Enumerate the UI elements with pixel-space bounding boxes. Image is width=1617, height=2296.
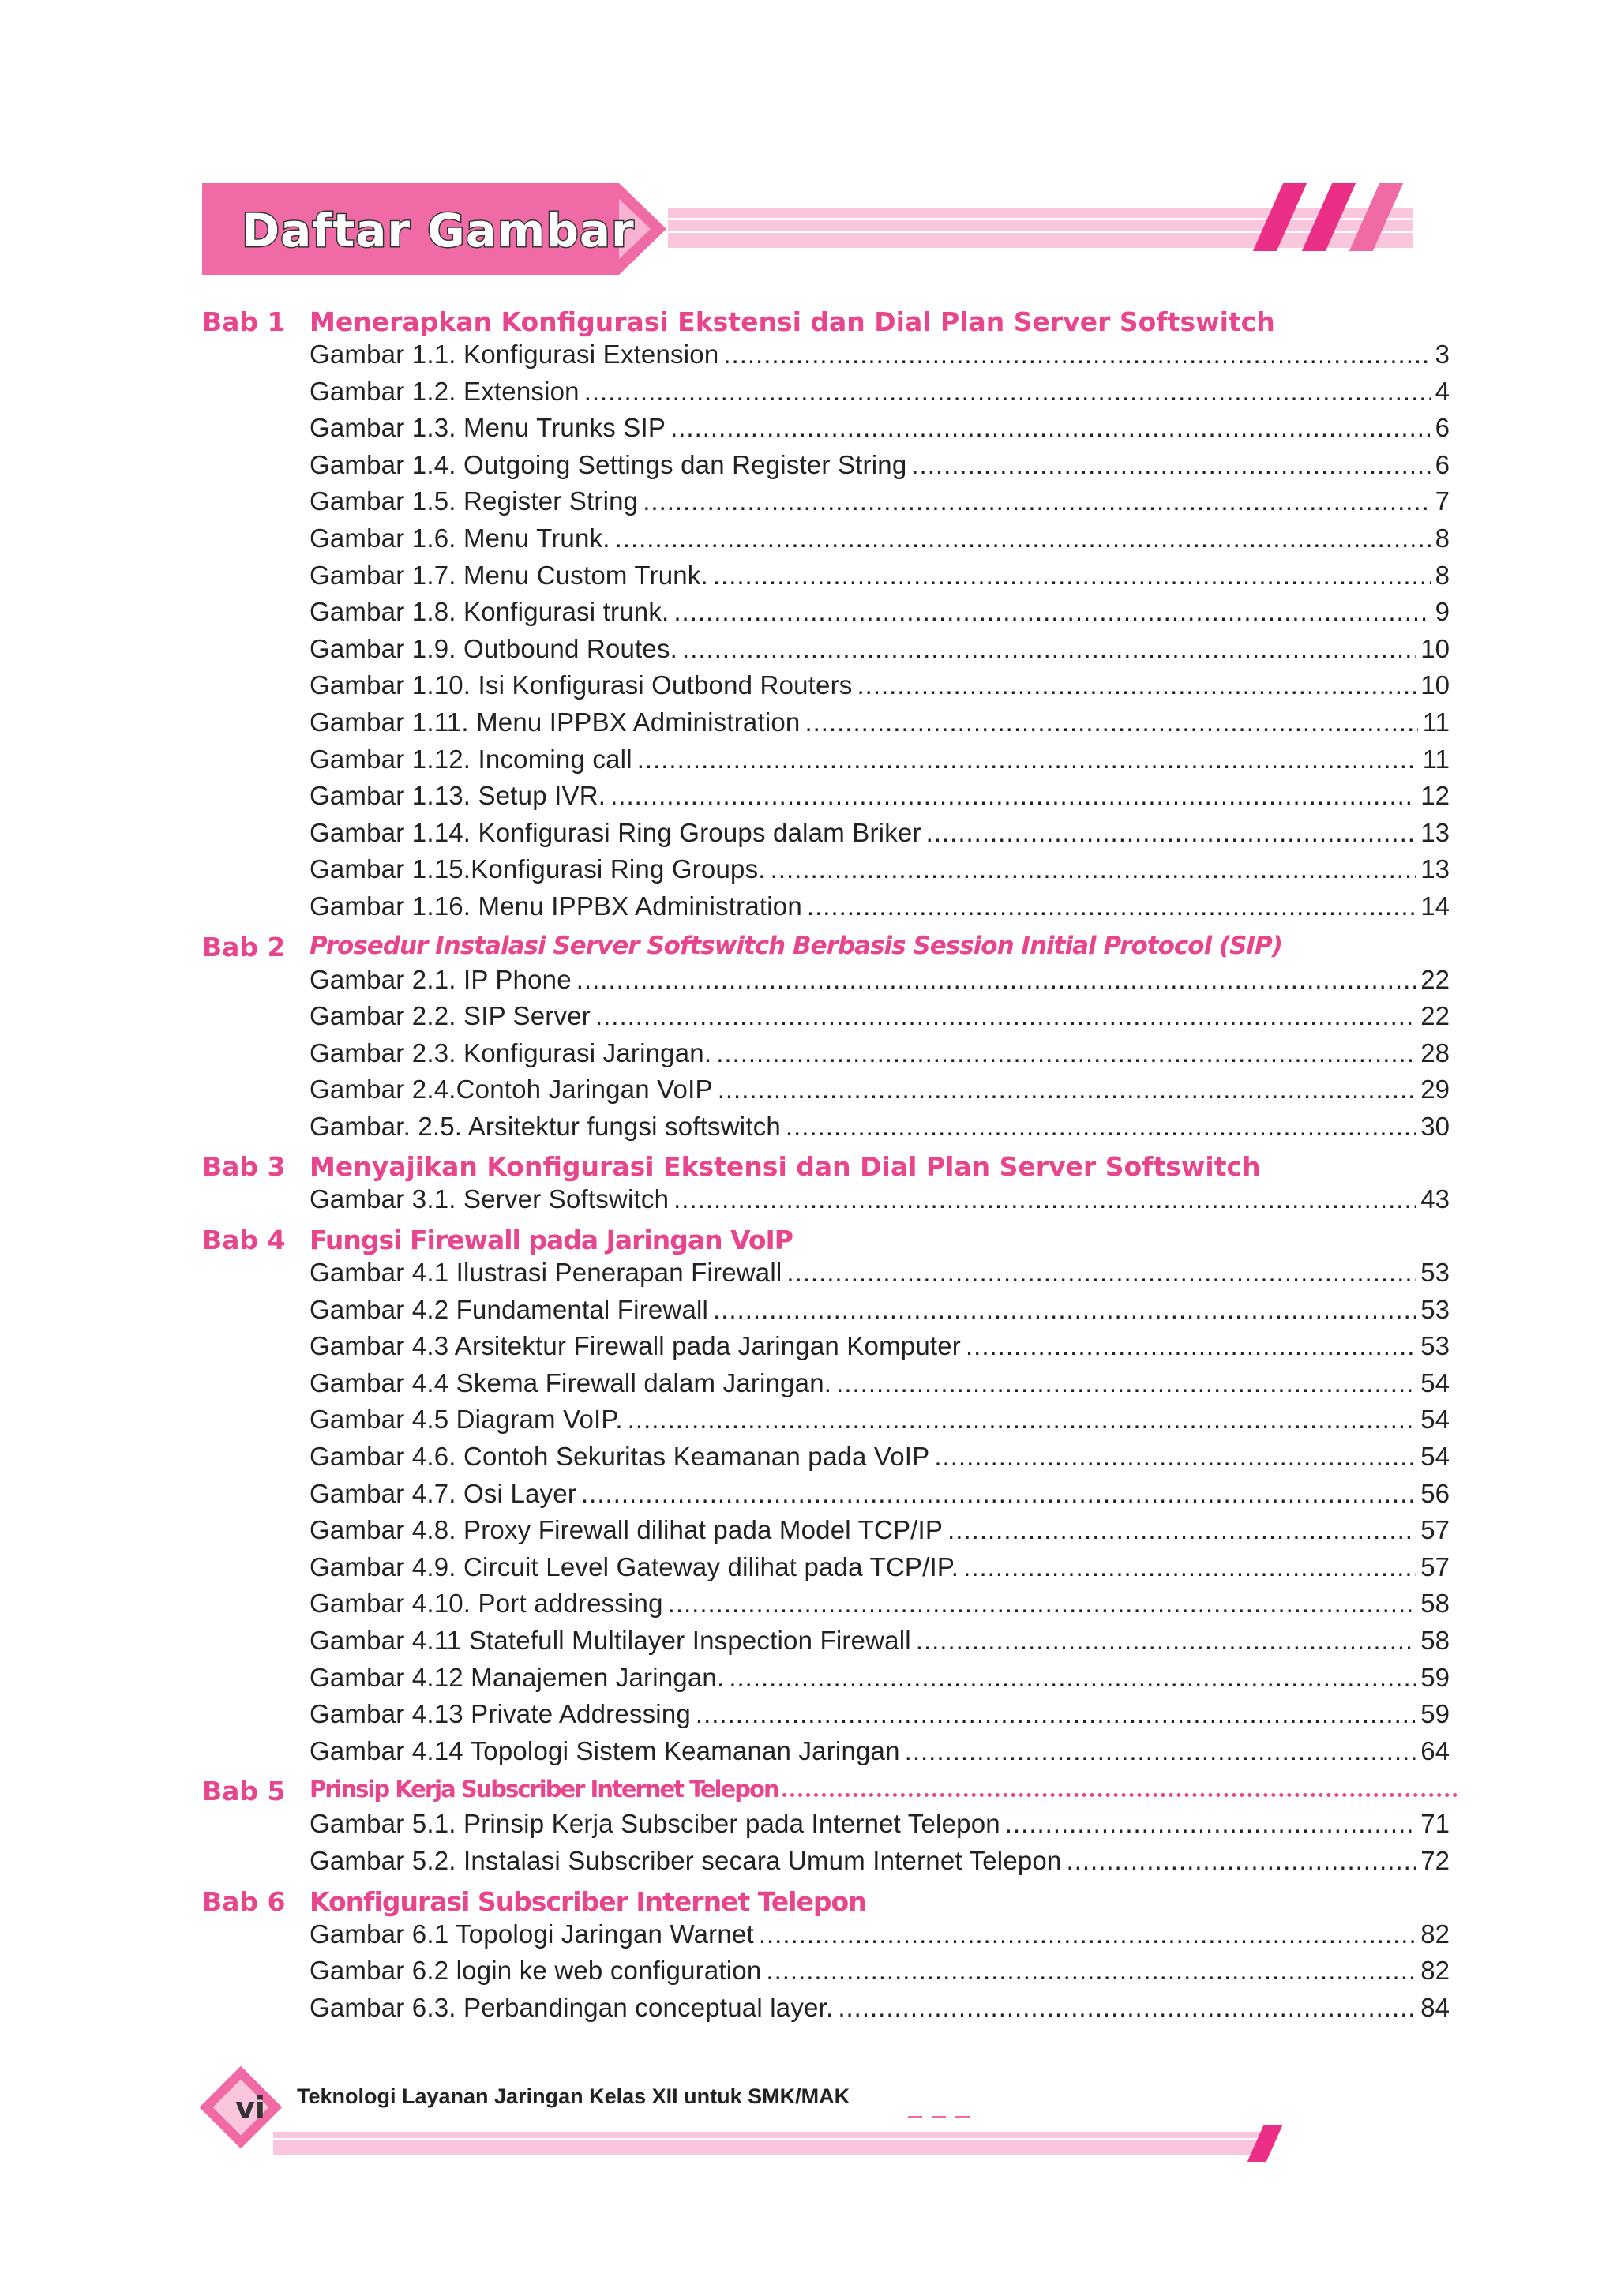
- figure-caption: Gambar 4.10. Port addressing: [310, 1589, 663, 1619]
- figure-entry[interactable]: [310, 818, 1450, 855]
- chapter-number: Bab 4: [202, 1225, 286, 1256]
- figure-entry[interactable]: [310, 1038, 1450, 1075]
- figure-caption: Gambar 4.7. Osi Layer: [310, 1478, 577, 1508]
- figure-list: [202, 303, 1450, 2029]
- figure-entry[interactable]: [310, 1295, 1450, 1332]
- page-number: 58: [1420, 1589, 1450, 1619]
- figure-caption: Gambar 2.2. SIP Server: [310, 1001, 591, 1031]
- figure-caption: Gambar 1.4. Outgoing Settings dan Register String: [310, 449, 907, 479]
- figure-caption: Gambar 2.3. Konfigurasi Jaringan.: [310, 1037, 712, 1067]
- page-number: 53: [1420, 1294, 1450, 1324]
- page-number: 11: [1422, 744, 1450, 774]
- chapter-title[interactable]: Menerapkan Konfigurasi Ekstensi dan Dial Plan Server Softswitch: [310, 306, 1275, 337]
- figure-entry[interactable]: [310, 634, 1450, 671]
- page-number: 53: [1420, 1331, 1450, 1361]
- page-number: 54: [1420, 1367, 1450, 1397]
- figure-entry[interactable]: [310, 561, 1450, 598]
- page-number: 9: [1435, 597, 1450, 627]
- figure-caption: Gambar 4.4 Skema Firewall dalam Jaringan.: [310, 1367, 832, 1397]
- page-number: 82: [1420, 1956, 1450, 1986]
- page-number: 7: [1435, 486, 1450, 516]
- figure-entry[interactable]: [310, 413, 1450, 450]
- leader-dots: [718, 1075, 1416, 1105]
- page-number: 82: [1420, 1919, 1450, 1949]
- chapter-title[interactable]: Fungsi Firewall pada Jaringan VoIP: [310, 1225, 793, 1256]
- page-number: 28: [1420, 1037, 1450, 1067]
- leader-dots: [807, 891, 1416, 921]
- leader-dots: [838, 1993, 1416, 2023]
- figure-caption: Gambar 6.1 Topologi Jaringan Warnet: [310, 1919, 754, 1949]
- leader-dots: [857, 670, 1416, 700]
- figure-caption: Gambar 6.3. Perbandingan conceptual layer.: [310, 1992, 834, 2022]
- figure-entry[interactable]: [310, 1258, 1450, 1295]
- page-number: 72: [1420, 1845, 1450, 1875]
- page-number: 4: [1435, 376, 1450, 406]
- figure-entry[interactable]: [310, 450, 1450, 487]
- chapter-heading: [202, 1148, 1450, 1184]
- figure-entry[interactable]: [310, 1919, 1450, 1956]
- figure-entry[interactable]: [310, 1001, 1450, 1038]
- leader-dots: [628, 1405, 1416, 1435]
- chapter-heading: [202, 1221, 1450, 1258]
- chapter-title[interactable]: Prinsip Kerja Subscriber Internet Telepon: [310, 1776, 778, 1803]
- figure-caption: Gambar 1.1. Konfigurasi Extension: [310, 340, 719, 369]
- chapter-number: Bab 1: [202, 306, 286, 337]
- leader-dots: [766, 1956, 1416, 1986]
- page-number: 84: [1420, 1992, 1450, 2022]
- page-number: 59: [1420, 1699, 1450, 1729]
- page-number: 56: [1420, 1478, 1450, 1508]
- page-number: 59: [1420, 1662, 1450, 1692]
- figure-caption: Gambar 4.13 Private Addressing: [310, 1699, 691, 1729]
- figure-entry[interactable]: [310, 377, 1450, 414]
- chapter-title[interactable]: Konfigurasi Subscriber Internet Telepon: [310, 1885, 866, 1917]
- figure-caption: Gambar 4.2 Fundamental Firewall: [310, 1294, 709, 1324]
- figure-entry[interactable]: [310, 1626, 1450, 1663]
- figure-entry[interactable]: [310, 597, 1450, 634]
- figure-entry[interactable]: [310, 1589, 1450, 1626]
- figure-caption: Gambar 1.6. Menu Trunk.: [310, 523, 610, 553]
- figure-entry[interactable]: [310, 1699, 1450, 1736]
- figure-caption: Gambar 1.9. Outbound Routes.: [310, 633, 678, 663]
- figure-entry[interactable]: [310, 1515, 1450, 1552]
- leader-dots: [643, 486, 1430, 516]
- header-band-line: [668, 218, 1413, 220]
- leader-dots: [947, 1515, 1416, 1545]
- figure-entry[interactable]: [310, 1809, 1450, 1846]
- page-number: 29: [1420, 1075, 1450, 1105]
- figure-entry[interactable]: [310, 1112, 1450, 1149]
- chapter-title[interactable]: Prosedur Instalasi Server Softswitch Berbasis Session Initial Protocol (SIP): [310, 931, 1282, 960]
- page-number: 22: [1420, 964, 1450, 994]
- leader-dots: [713, 1295, 1416, 1325]
- figure-caption: Gambar. 2.5. Arsitektur fungsi softswitch: [310, 1111, 781, 1141]
- page-number: 53: [1420, 1258, 1450, 1288]
- figure-caption: Gambar 4.9. Circuit Level Gateway dilihat pada TCP/IP.: [310, 1551, 959, 1581]
- leader-dots: [581, 1479, 1416, 1509]
- figure-entry[interactable]: [310, 1736, 1450, 1773]
- figure-entry[interactable]: [310, 1184, 1450, 1221]
- page-number: 71: [1420, 1809, 1450, 1839]
- figure-caption: Gambar 3.1. Server Softswitch: [310, 1184, 670, 1214]
- footer-band: [273, 2132, 1268, 2155]
- chapter-number: Bab 3: [202, 1151, 286, 1183]
- leader-dots: [963, 1552, 1416, 1582]
- leader-dots: [668, 1589, 1416, 1619]
- page-number: 6: [1435, 449, 1450, 479]
- figure-caption: Gambar 5.1. Prinsip Kerja Subsciber pada Internet Telepon: [310, 1809, 1000, 1839]
- figure-entry[interactable]: [310, 854, 1450, 891]
- figure-caption: Gambar 4.8. Proxy Firewall dilihat pada Model TCP/IP: [310, 1515, 944, 1545]
- page-number: 22: [1420, 1001, 1450, 1031]
- leader-dots: [696, 1699, 1416, 1729]
- page-title: Daftar Gambar: [242, 204, 635, 257]
- leader-dots: [723, 340, 1430, 370]
- page-number: 3: [1435, 340, 1450, 369]
- page-number: 57: [1420, 1515, 1450, 1545]
- leader-dots: [926, 818, 1416, 848]
- figure-caption: Gambar 2.1. IP Phone: [310, 964, 572, 994]
- page-number: 57: [1420, 1551, 1450, 1581]
- leader-dots: [637, 745, 1418, 775]
- figure-caption: Gambar 6.2 login ke web configuration: [310, 1956, 762, 1986]
- figure-caption: Gambar 1.7. Menu Custom Trunk.: [310, 560, 708, 590]
- figure-entry[interactable]: [310, 486, 1450, 523]
- figure-entry[interactable]: [310, 1405, 1450, 1442]
- figure-entry[interactable]: [310, 1956, 1450, 1993]
- page-number: 8: [1435, 523, 1450, 553]
- footer-band-line: [273, 2138, 1268, 2140]
- figure-caption: Gambar 5.2. Instalasi Subscriber secara Umum Internet Telepon: [310, 1845, 1062, 1875]
- leader-dots: [716, 1038, 1416, 1068]
- leader-dots: [576, 965, 1416, 995]
- figure-caption: Gambar 4.14 Topologi Sistem Keamanan Jaringan: [310, 1735, 900, 1765]
- figure-entry[interactable]: [310, 1479, 1450, 1516]
- leader-dots: [786, 1258, 1416, 1288]
- page-number: 8: [1435, 560, 1450, 590]
- figure-caption: Gambar 4.6. Contoh Sekuritas Keamanan pada VoIP: [310, 1442, 930, 1472]
- leader-dots: [759, 1919, 1416, 1949]
- chapter-title[interactable]: Menyajikan Konfigurasi Ekstensi dan Dial Plan Server Softswitch: [310, 1151, 1261, 1183]
- figure-entry[interactable]: [310, 781, 1450, 818]
- footer-page-number: vi: [235, 2091, 265, 2125]
- footer-book-title: Teknologi Layanan Jaringan Kelas XII untuk SMK/MAK: [297, 2084, 850, 2108]
- leader-dots: [916, 1626, 1416, 1656]
- figure-caption: Gambar 1.10. Isi Konfigurasi Outbond Routers: [310, 670, 853, 700]
- leader-dots: [615, 523, 1431, 553]
- leader-dots: [673, 597, 1430, 627]
- footer-dash: [955, 2116, 970, 2118]
- page-number: 54: [1420, 1442, 1450, 1472]
- figure-entry[interactable]: [310, 1846, 1450, 1883]
- page-number: 30: [1420, 1111, 1450, 1141]
- figure-entry[interactable]: [310, 965, 1450, 1002]
- figure-entry[interactable]: [310, 1331, 1450, 1368]
- footer-dash: [932, 2116, 946, 2118]
- page-number: 43: [1420, 1184, 1450, 1214]
- leader-dots: [1067, 1846, 1416, 1876]
- page-number: 11: [1422, 707, 1450, 737]
- page-number: 6: [1435, 413, 1450, 443]
- leader-dots: [786, 1112, 1416, 1142]
- leader-dots: [670, 413, 1431, 443]
- footer-dash: [908, 2116, 922, 2118]
- figure-caption: Gambar 4.12 Manajemen Jaringan.: [310, 1662, 725, 1692]
- chapter-number: Bab 2: [202, 931, 286, 962]
- figure-entry[interactable]: [310, 523, 1450, 561]
- leader-dots: [673, 1184, 1416, 1214]
- figure-caption: Gambar 1.3. Menu Trunks SIP: [310, 413, 666, 443]
- figure-entry[interactable]: [310, 707, 1450, 745]
- figure-caption: Gambar 1.13. Setup IVR.: [310, 781, 606, 811]
- chapter-number: Bab 6: [202, 1885, 286, 1917]
- leader-dots: [911, 450, 1430, 480]
- page-number: 13: [1420, 817, 1450, 847]
- chapter-leader-dots: [775, 1793, 1458, 1797]
- chapter-heading: [202, 929, 1450, 965]
- leader-dots: [729, 1663, 1416, 1693]
- leader-dots: [584, 377, 1431, 407]
- chapter-heading: [202, 1773, 1450, 1809]
- figure-entry[interactable]: [310, 340, 1450, 377]
- figure-entry[interactable]: [310, 891, 1450, 929]
- figure-caption: Gambar 1.15.Konfigurasi Ring Groups.: [310, 854, 766, 884]
- leader-dots: [682, 634, 1416, 664]
- figure-entry[interactable]: [310, 1075, 1450, 1112]
- figure-caption: Gambar 1.11. Menu IPPBX Administration: [310, 707, 801, 737]
- figure-caption: Gambar 1.14. Konfigurasi Ring Groups dalam Briker: [310, 817, 921, 847]
- page-number: 12: [1420, 781, 1450, 811]
- header-band-line: [668, 231, 1413, 233]
- leader-dots: [836, 1368, 1416, 1398]
- figure-entry[interactable]: [310, 1663, 1450, 1700]
- figure-caption: Gambar 2.4.Contoh Jaringan VoIP: [310, 1075, 713, 1105]
- leader-dots: [610, 781, 1416, 811]
- figure-caption: Gambar 4.3 Arsitektur Firewall pada Jaringan Komputer: [310, 1331, 961, 1361]
- figure-caption: Gambar 1.8. Konfigurasi trunk.: [310, 597, 670, 627]
- page-number: 58: [1420, 1626, 1450, 1655]
- leader-dots: [771, 854, 1416, 884]
- leader-dots: [1005, 1809, 1416, 1839]
- page-number: 64: [1420, 1735, 1450, 1765]
- leader-dots: [595, 1001, 1416, 1031]
- figure-entry[interactable]: [310, 745, 1450, 782]
- chapter-heading: [202, 303, 1450, 340]
- figure-caption: Gambar 1.16. Menu IPPBX Administration: [310, 891, 802, 921]
- leader-dots: [934, 1442, 1416, 1472]
- figure-entry[interactable]: [310, 670, 1450, 707]
- leader-dots: [966, 1331, 1416, 1361]
- figure-caption: Gambar 1.5. Register String: [310, 486, 639, 516]
- figure-entry[interactable]: [310, 1442, 1450, 1479]
- page-number: 10: [1420, 670, 1450, 700]
- figure-entry[interactable]: [310, 1368, 1450, 1405]
- page-number: 13: [1420, 854, 1450, 884]
- page-number: 10: [1420, 633, 1450, 663]
- figure-entry[interactable]: [310, 1993, 1450, 2030]
- page-number: 54: [1420, 1405, 1450, 1435]
- figure-entry[interactable]: [310, 1552, 1450, 1589]
- figure-caption: Gambar 4.5 Diagram VoIP.: [310, 1405, 623, 1435]
- chapter-number: Bab 5: [202, 1776, 286, 1807]
- figure-caption: Gambar 1.2. Extension: [310, 376, 580, 406]
- figure-caption: Gambar 4.11 Statefull Multilayer Inspection Firewall: [310, 1626, 911, 1655]
- figure-caption: Gambar 4.1 Ilustrasi Penerapan Firewall: [310, 1258, 782, 1288]
- figure-caption: Gambar 1.12. Incoming call: [310, 744, 632, 774]
- leader-dots: [905, 1736, 1416, 1766]
- leader-dots: [713, 561, 1431, 591]
- header-band: [668, 208, 1413, 248]
- chapter-heading: [202, 1883, 1450, 1919]
- leader-dots: [805, 707, 1417, 737]
- page-number: 14: [1420, 891, 1450, 921]
